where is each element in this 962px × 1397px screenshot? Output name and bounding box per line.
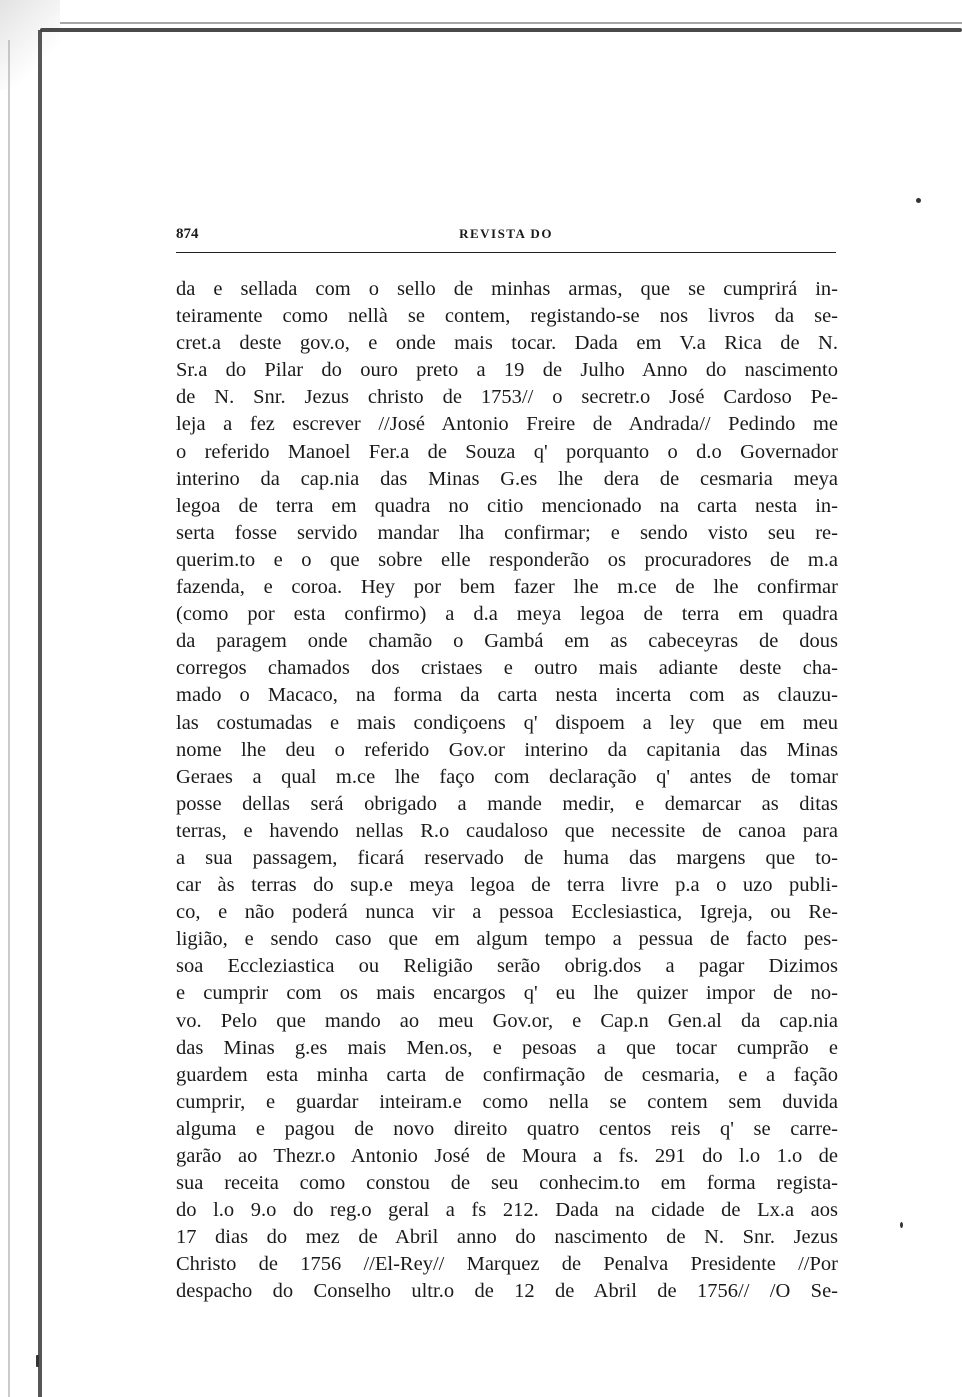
text-line: da e sellada com o sello de minhas armas, que se cumprirá in- — [176, 278, 838, 300]
text-line: car às terras do sup.e meya legoa de terra livre p.a o uzo publi- — [176, 874, 838, 897]
page-header — [176, 226, 836, 248]
text-line: Geraes a qual m.ce lhe faço com declaração q' antes de tomar — [176, 765, 838, 788]
text-line: soa Eccleziastica ou Religião serão obrig.dos a pagar Dizimos — [176, 955, 838, 978]
text-line: serta fosse servido mandar lha confirmar; e sendo visto seu re- — [176, 521, 838, 544]
text-line: interino da cap.nia das Minas G.es lhe dera de cesmaria meya — [176, 467, 838, 490]
text-line: nome lhe deu o referido Gov.or interino da capitania das Minas — [176, 738, 838, 761]
scan-edge-top — [40, 28, 962, 32]
text-line: terras, e havendo nellas R.o caudaloso que necessite de canoa para — [176, 819, 838, 842]
document-body — [176, 276, 838, 1306]
text-line: co, e não poderá nunca vir a pessoa Ecclesiastica, Igreja, ou Re- — [176, 901, 838, 924]
text-line: garão ao Thezr.o Antonio José de Moura a fs. 291 do l.o 1.o de — [176, 1145, 838, 1167]
text-line: fazenda, e coroa. Hey por bem fazer lhe m.ce de lhe confirmar — [176, 576, 838, 599]
text-line: las costumadas e mais condiçoens q' dispoem a ley que em meu — [176, 711, 838, 734]
scan-speck — [916, 198, 921, 203]
text-line: vo. Pelo que mando ao meu Gov.or, e Cap.n Gen.al da cap.nia — [176, 1009, 838, 1032]
text-line: legoa de terra em quadra no citio mencionado na carta nesta in- — [176, 494, 838, 517]
text-line: guardem esta minha carta de confirmação de cesmaria, e a fação — [176, 1063, 838, 1086]
running-head: REVISTA DO — [459, 226, 553, 241]
scan-speck — [36, 1355, 39, 1367]
text-line: mado o Macaco, na forma da carta nesta incerta com as clauzu- — [176, 684, 838, 707]
text-line: e cumprir com os mais encargos q' eu lhe quizer impor de no- — [176, 982, 838, 1005]
page-number: 874 — [176, 226, 199, 242]
text-line: das Minas g.es mais Men.os, e pesoas a que tocar cumprão e — [176, 1036, 838, 1059]
text-line: cumprir, e guardar inteiram.e como nella se contem sem duvida — [176, 1090, 838, 1113]
text-line: cret.a deste gov.o, e onde mais tocar. Dada em V.a Rica de N. — [176, 332, 838, 355]
text-line: sua receita como constou de seu conhecim.to em forma regista- — [176, 1172, 838, 1195]
text-line: Sr.a do Pilar do ouro preto a 19 de Julho Anno do nascimento — [176, 359, 838, 382]
text-line: leja a fez escrever //José Antonio Freire de Andrada// Pedindo me — [176, 413, 838, 436]
text-line: do l.o 9.o do reg.o geral a fs 212. Dada na cidade de Lx.a aos — [176, 1199, 838, 1222]
text-line: despacho do Conselho ultr.o de 12 de Abril de 1756// /O Se- — [176, 1280, 838, 1303]
scan-edge-left — [38, 30, 42, 1397]
text-line: teiramente como nellà se contem, registando-se nos livros da se- — [176, 305, 838, 328]
scan-edge-top-faint — [60, 22, 962, 24]
text-line: da paragem onde chamão o Gambá em as cabeceyras de dous — [176, 630, 838, 653]
text-line: querim.to e o que sobre elle responderão os procuradores de m.a — [176, 548, 838, 571]
text-line: a sua passagem, ficará reservado de huma das margens que to- — [176, 846, 838, 869]
text-line: 17 dias do mez de Abril anno do nascimento de N. Snr. Jezus — [176, 1226, 838, 1249]
scan-speck — [900, 1222, 903, 1228]
text-line: (como por esta confirmo) a d.a meya legoa de terra em quadra — [176, 603, 838, 626]
scan-edge-left-faint — [8, 40, 10, 1397]
text-line: alguma e pagou de novo direito quatro centos reis q' se carre- — [176, 1117, 838, 1140]
text-line: de N. Snr. Jezus christo de 1753// o secretr.o José Cardoso Pe- — [176, 386, 838, 409]
text-line: posse dellas será obrigado a mande medir, e demarcar as ditas — [176, 792, 838, 815]
header-rule — [176, 252, 836, 253]
text-line: ligião, e sendo caso que em algum tempo a pessua de facto pes- — [176, 928, 838, 951]
text-line: corregos chamados dos cristaes e outro mais adiante deste cha- — [176, 657, 838, 680]
text-line: o referido Manoel Fer.a de Souza q' porquanto o d.o Governador — [176, 440, 838, 463]
text-line: Christo de 1756 //El-Rey// Marquez de Penalva Presidente //Por — [176, 1253, 838, 1276]
